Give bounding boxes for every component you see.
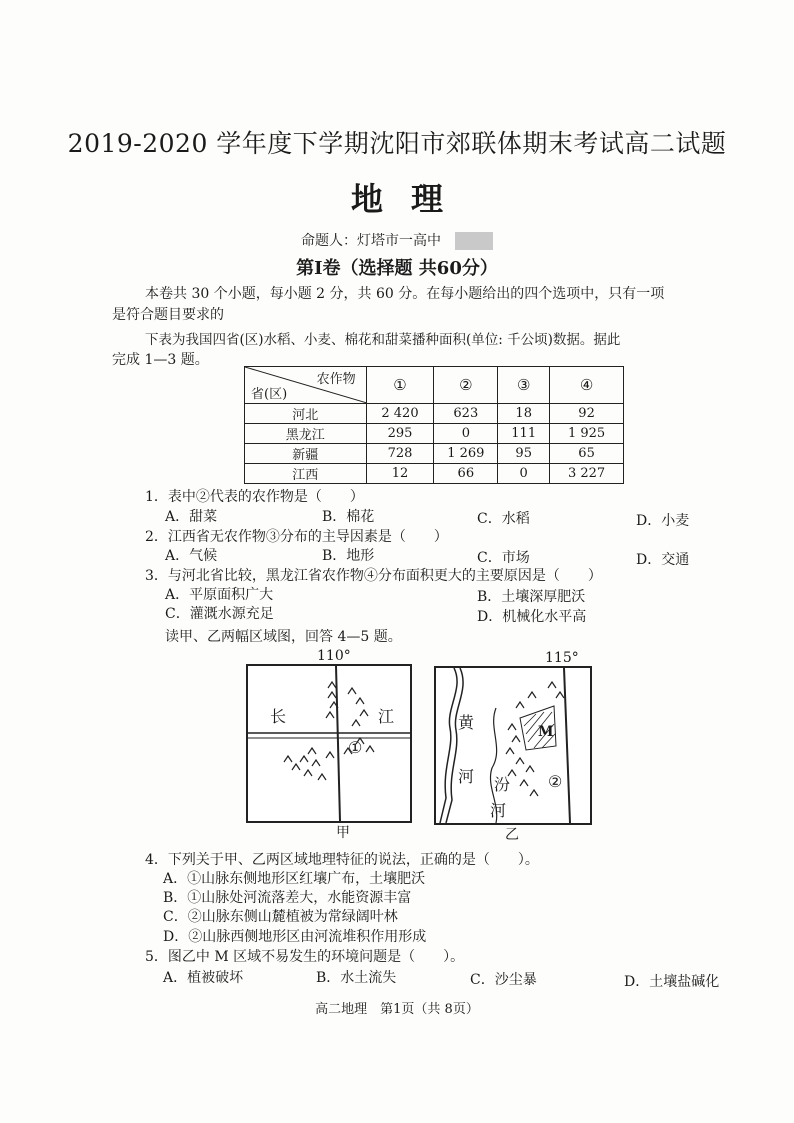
header-province: 省(区)	[251, 387, 288, 402]
table-cell: 2 420	[366, 404, 434, 424]
intro-line-1: 本卷共 30 个小题，每小题 2 分，共 60 分。在每小题给出的四个选项中，只有一项	[145, 286, 665, 302]
q5-option-b: B．水土流失	[316, 970, 397, 986]
table-cell: 1 925	[550, 424, 624, 444]
q1-option-c: C．水稻	[477, 511, 530, 527]
q3-stem: 3．与河北省比较，黑龙江省农作物④分布面积更大的主要原因是（ ）	[145, 568, 602, 584]
map1-caption: 甲	[336, 825, 350, 841]
author-line	[0, 230, 794, 250]
map2-label-huang: 黄	[458, 713, 475, 732]
col-header-1: ①	[366, 367, 434, 404]
map2-region-m: M	[538, 724, 554, 740]
subject-title: 地理	[350, 180, 471, 218]
map2-mountain-label: ②	[548, 772, 563, 791]
q4-option-d: D．②山脉西侧地形区由河流堆积作用形成	[163, 929, 427, 945]
table-cell: 111	[498, 424, 550, 444]
q2-option-c: C．市场	[477, 550, 530, 566]
q1-stem: 1．表中②代表的农作物是（ ）	[145, 489, 364, 505]
table-row	[245, 464, 624, 484]
header-crop: 农作物	[316, 372, 356, 387]
q1-option-a: A．甜菜	[165, 509, 218, 525]
map1-label-chang: 长	[270, 707, 287, 726]
section-title: 第Ⅰ卷（选择题 共60分）	[296, 258, 498, 279]
q2-stem: 2．江西省无农作物③分布的主导因素是（ ）	[145, 529, 448, 545]
table-cell: 66	[434, 464, 498, 484]
table-cell: 18	[498, 404, 550, 424]
crop-area-table	[244, 366, 624, 484]
table-cell: 1 269	[434, 444, 498, 464]
map1-longitude: 110°	[317, 648, 351, 664]
map2-graphics	[436, 668, 590, 823]
table-cell: 3 227	[550, 464, 624, 484]
table-cell: 728	[366, 444, 434, 464]
map2-label-he-2: 河	[490, 801, 507, 820]
map-jia	[246, 664, 412, 823]
col-header-4: ④	[550, 367, 624, 404]
col-header-3: ③	[498, 367, 550, 404]
table-row	[245, 404, 624, 424]
table-cell: 295	[366, 424, 434, 444]
map2-longitude: 115°	[545, 650, 579, 666]
q3-option-b: B．土壤深厚肥沃	[477, 589, 586, 605]
table-cell: 12	[366, 464, 434, 484]
map2-label-fen: 汾	[494, 775, 511, 794]
q5-stem: 5．图乙中 M 区域不易发生的环境问题是（ ）。	[145, 949, 465, 965]
table-cell: 0	[498, 464, 550, 484]
map1-label-jiang: 江	[378, 707, 395, 726]
q4-option-b: B．①山脉处河流落差大，水能资源丰富	[163, 890, 412, 906]
map2-caption: 乙	[505, 827, 519, 843]
q5-option-c: C．沙尘暴	[470, 972, 537, 988]
col-header-2: ②	[434, 367, 498, 404]
table-cell: 65	[550, 444, 624, 464]
map-intro: 读甲、乙两幅区域图，回答 4—5 题。	[165, 629, 402, 645]
table-intro-2: 完成 1—3 题。	[112, 352, 209, 368]
redacted-block	[455, 232, 493, 250]
intro-line-2: 是符合题目要求的	[112, 307, 224, 323]
q2-option-a: A．气候	[165, 548, 218, 564]
q2-option-d: D．交通	[636, 552, 690, 568]
table-cell: 0	[434, 424, 498, 444]
q4-stem: 4．下列关于甲、乙两区域地理特征的说法，正确的是（ ）。	[145, 852, 539, 868]
map1-mountain-label: ①	[348, 738, 363, 757]
q4-option-c: C．②山脉东侧山麓植被为常绿阔叶林	[163, 909, 398, 925]
q3-option-c: C．灌溉水源充足	[165, 606, 274, 622]
q3-option-d: D．机械化水平高	[477, 609, 587, 625]
q1-option-d: D．小麦	[636, 513, 690, 529]
map2-label-he-1: 河	[458, 767, 475, 786]
q3-option-a: A．平原面积广大	[165, 587, 274, 603]
table-row	[245, 424, 624, 444]
row-name: 新疆	[245, 444, 367, 464]
row-name: 江西	[245, 464, 367, 484]
table-intro-1: 下表为我国四省(区)水稻、小麦、棉花和甜菜播种面积(单位: 千公顷)数据。据此	[145, 332, 621, 348]
q4-option-a: A．①山脉东侧地形区红壤广布，土壤肥沃	[163, 871, 426, 887]
row-name: 河北	[245, 404, 367, 424]
page-footer: 高二地理 第1页（共 8页）	[315, 1002, 479, 1017]
exam-title: 2019-2020 学年度下学期沈阳市郊联体期末考试高二试题	[67, 129, 727, 158]
table-header-diagonal	[245, 367, 367, 404]
table-cell: 623	[434, 404, 498, 424]
table-cell: 92	[550, 404, 624, 424]
table-row	[245, 444, 624, 464]
q1-option-b: B．棉花	[322, 509, 375, 525]
q5-option-d: D．土壤盐碱化	[624, 974, 720, 990]
q2-option-b: B．地形	[322, 548, 375, 564]
map-yi	[434, 666, 592, 825]
q5-option-a: A．植被破坏	[163, 970, 244, 986]
author-text: 命题人：灯塔市一高中	[301, 233, 441, 249]
row-name: 黑龙江	[245, 424, 367, 444]
table-cell: 95	[498, 444, 550, 464]
map1-graphics	[248, 666, 410, 821]
